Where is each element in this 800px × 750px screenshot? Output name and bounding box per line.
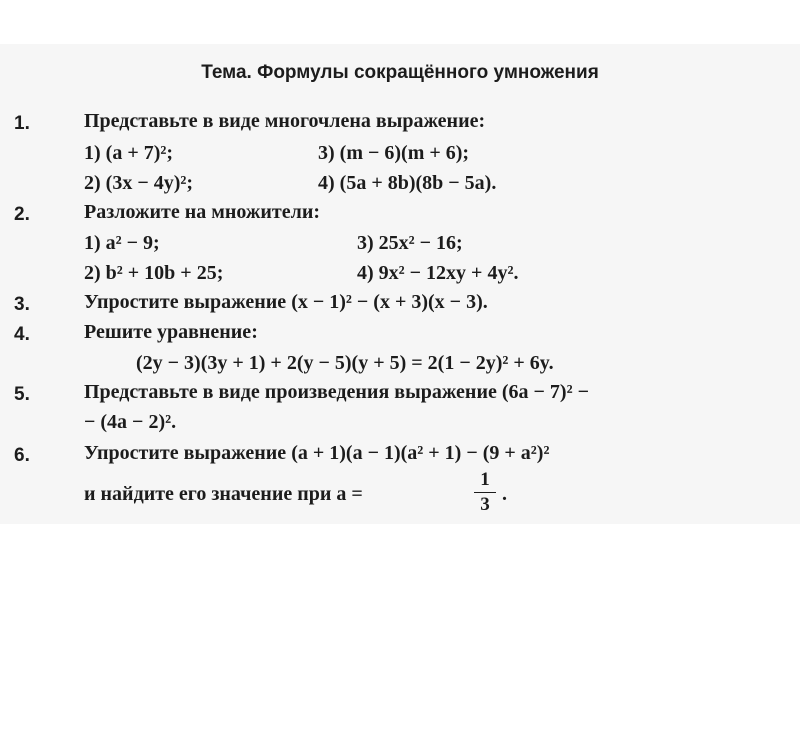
task-5-number: 5. [14,384,30,405]
task-6-fraction [474,469,496,516]
task-1-number: 1. [14,113,30,134]
task-4-equation: (2y − 3)(3y + 1) + 2(y − 5)(y + 5) = 2(1 − 2y)² + 6y. [136,352,554,374]
fraction-denominator: 3 [480,494,490,515]
task-2-prompt: Разложите на множители: [84,201,321,223]
task-2-item-4: 4) 9x² − 12xy + 4y². [357,262,519,284]
task-3-number: 3. [14,294,30,315]
fraction-bar [474,492,496,493]
task-4-number: 4. [14,324,30,345]
task-5-prompt: Представьте в виде произведения выражение (6a − 7)² − [84,381,589,403]
task-1-item-1: 1) (a + 7)²; [84,142,174,164]
task-6-number: 6. [14,445,30,466]
page-title: Тема. Формулы сокращённого умножения [201,62,599,83]
task-3-prompt: Упростите выражение (x − 1)² − (x + 3)(x − 3). [84,291,488,313]
task-1-item-3: 3) (m − 6)(m + 6); [318,142,470,164]
task-1-prompt: Представьте в виде многочлена выражение: [84,110,486,132]
task-5-continuation: − (4a − 2)². [84,411,177,433]
task-6-continuation: и найдите его значение при a = [84,483,363,505]
fraction-numerator: 1 [480,469,490,490]
task-2-item-3: 3) 25x² − 16; [357,232,463,254]
task-4-prompt: Решите уравнение: [84,321,258,343]
task-6-end-period: . [502,483,507,505]
task-6-prompt: Упростите выражение (a + 1)(a − 1)(a² + 1) − (9 + a²)² [84,442,550,464]
task-2-item-2: 2) b² + 10b + 25; [84,262,224,284]
task-1-item-2: 2) (3x − 4y)²; [84,172,194,194]
task-1-item-4: 4) (5a + 8b)(8b − 5a). [318,172,497,194]
task-2-item-1: 1) a² − 9; [84,232,160,254]
task-2-number: 2. [14,204,30,225]
